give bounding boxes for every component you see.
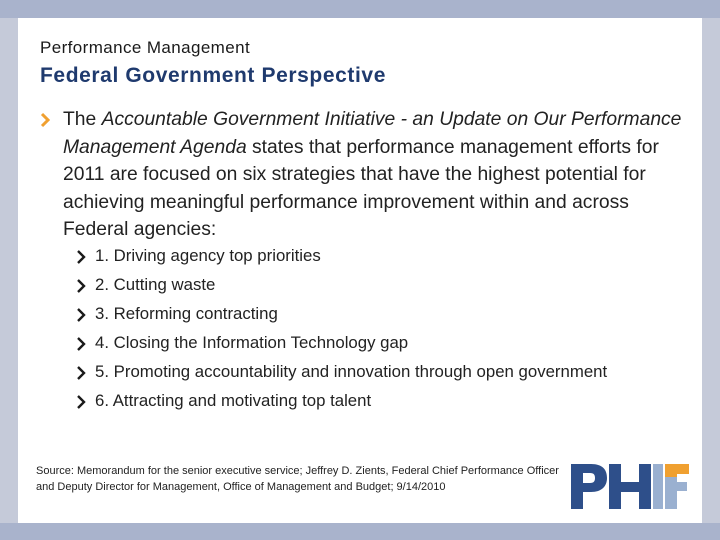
main-text-italic: Accountable Government Initiative - an Update on Our Performance Management Agenda bbox=[63, 109, 682, 158]
main-text-part2: states that performance management efforts for 2011 are focused on six strategies that have the highest potential for achieving meaningful performance improvement within and across Federal agencies: bbox=[63, 136, 659, 240]
source-citation: Source: Memorandum for the senior executive service; Jeffrey D. Zients, Federal Chief Performance Officer and Deputy Director for Management, Office of Management and Budget; 9/14/2010 bbox=[36, 465, 559, 493]
chevron-icon bbox=[76, 249, 86, 265]
strategy-item: 1. Driving agency top priorities bbox=[95, 246, 321, 265]
slide-subtitle: Performance Management bbox=[40, 38, 251, 57]
main-text-part1: The bbox=[63, 109, 102, 130]
slide-title: Federal Government Perspective bbox=[40, 64, 386, 87]
bottom-band bbox=[0, 523, 720, 540]
orange-chevron-icon bbox=[40, 112, 50, 128]
strategy-item: 6. Attracting and motivating top talent bbox=[95, 391, 372, 410]
top-band bbox=[0, 0, 720, 18]
strategy-item: 5. Promoting accountability and innovation through open government bbox=[95, 362, 608, 381]
chevron-icon bbox=[76, 336, 86, 352]
strategy-item: 4. Closing the Information Technology gap bbox=[95, 333, 409, 352]
strategy-item: 2. Cutting waste bbox=[95, 275, 216, 294]
slide bbox=[18, 18, 702, 523]
chevron-icon bbox=[76, 394, 86, 410]
chevron-icon bbox=[76, 307, 86, 323]
main-bullet-text bbox=[63, 106, 699, 244]
phf-logo bbox=[569, 461, 691, 518]
chevron-icon bbox=[76, 278, 86, 294]
strategy-item: 3. Reforming contracting bbox=[95, 304, 278, 323]
chevron-icon bbox=[76, 365, 86, 381]
